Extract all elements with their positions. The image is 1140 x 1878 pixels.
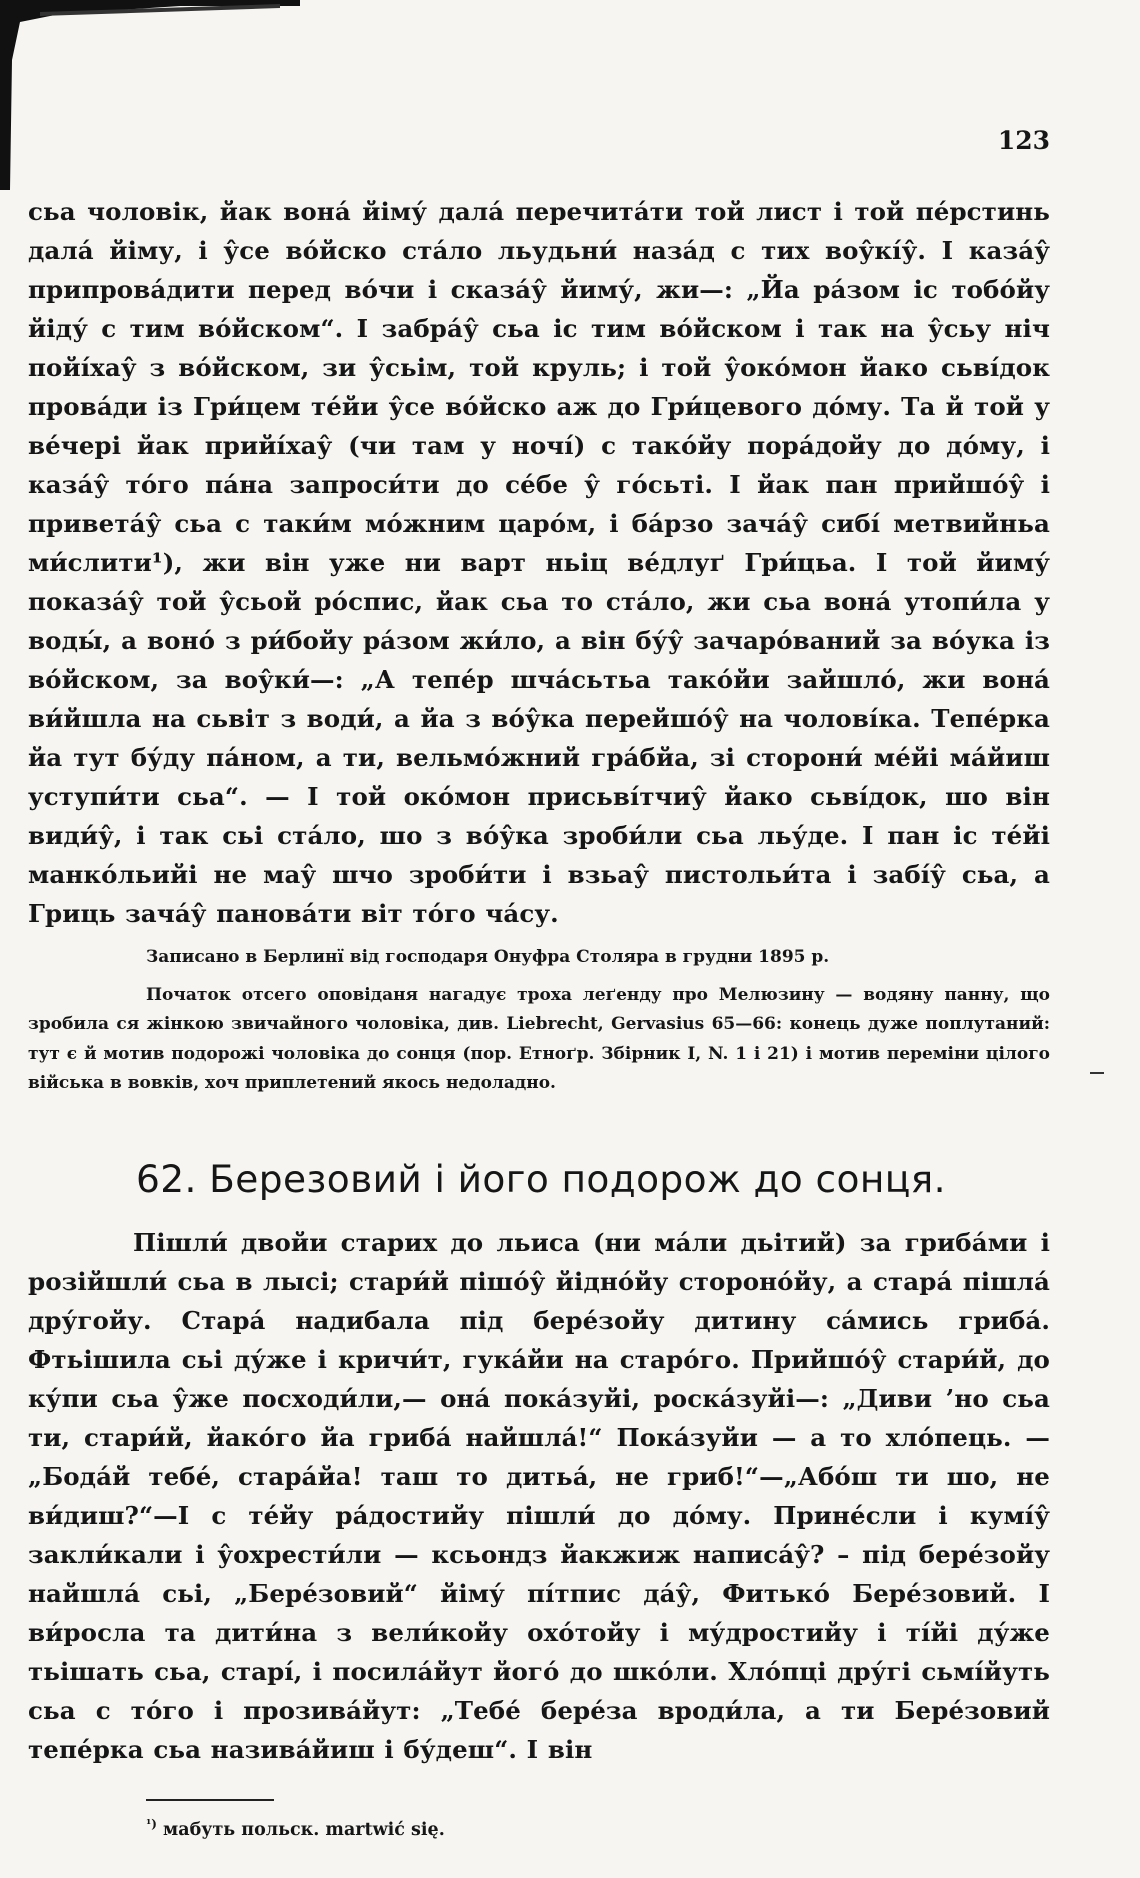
margin-tick	[1090, 1072, 1104, 1074]
story-ending-paragraph: сьа чоловік, йак вона́ йіму́ дала́ перечита́ти той лист і той пе́рстинь дала́ йіму, і у̂се во́йско ста́ло льудьни́ наза́д с тих воу̂кі́у̂. І каза́у̂ припрова́дити перед во́чи і сказа́у̂ йиму́, жи—: „Йа ра́зом іс тобо́йу йіду́ с тим во́йском“. І забра́у̂ сьа іс тим во́йском і так на у̂сьу ніч пойі́хау̂ з во́йском, зи у̂сьім, той круль; і той у̂око́мон йако сьві́док прова́ди із Гри́цем те́йи у̂се во́йско аж до Гри́цевого до́му. Та й той у ве́чері йак прийі́хау̂ (чи там у ночі́) с тако́йу пора́дойу до до́му, і каза́у̂ то́го па́на запроси́ти до се́бе у̂ го́сьті. І йак пан прийшо́у̂ і привета́у̂ сьа с таки́м мо́жним царо́м, і ба́рзо зача́у̂ сибі́ метвийньа ми́слити¹), жи він уже ни варт ньіц ве́длуґ Гри́цьа. І той йиму́ показа́у̂ той у̂сьой ро́спис, йак сьа то ста́ло, жи сьа вона́ утопи́ла у воды́, а воно́ з ри́бойу ра́зом жи́ло, а він бу́у̂ зачаро́ваний за во́ука із во́йском, за воу̂ки́—: „А тепе́р шча́сьтьа тако́йи зайшло́, жи вона́ ви́йшла на сьвіт з води́, а йа з во́у̂ка перейшо́у̂ на чолові́ка. Тепе́рка йа тут бу́ду па́ном, а ти, вельмо́жний гра́бйа, зі сторони́ ме́йі ма́йиш уступи́ти сьа“. — І той око́мон присьві́тчиу̂ йако сьві́док, шо він види́у̂, і так сьі ста́ло, шо з во́у̂ка зроби́ли сьа льу́де. І пан іс те́йі манко́льийі не мау̂ шчо зроби́ти і взьау̂ пистольи́та і забі́у̂ сьа, а Гриць зача́у̂ панова́ти віт то́го ча́су.	[28, 197, 1050, 928]
section-paragraph: Пішли́ двойи старих до льиса (ни ма́ли дьітий) за гриба́ми і розійшли́ сьа в лысі; стари́й пішо́у̂ йідно́йу стороно́йу, а стара́ пішла́ дру́гойу. Стара́ надибала під бере́зойу дитину са́мись гриба́. Фтьішила сьі ду́же і кричи́т, гука́йи на старо́го. Прийшо́у̂ стари́й, до ку́пи сьа у̂же посходи́ли,— она́ пока́зуйі, роска́зуйі—: „Диви ’но сьа ти, стари́й, йако́го йа гриба́ найшла́!“ Пока́зуйи — а то хло́пець. — „Бода́й тебе́, стара́йа! таш то дитьа́, не гриб!“—„Або́ш ти шо, не ви́диш?“—І с те́йу ра́достийу пішли́ до до́му. Прине́сли і кумі́у̂ закли́кали і у̂охрести́ли — ксьондз йакжиж написа́у̂? – під бере́зойу найшла́ сьі, „Бере́зовий“ йіму́ пі́тпис да́у̂, Фитько́ Бере́зовий. І ви́росла та дити́на з вели́койу охо́тойу і му́дростийу і ті́йі ду́же тьішать сьа, старі́, і посила́йут його́ до шко́ли. Хло́пці дру́гі сьмі́йуть сьа с то́го і прозива́йут: „Тебе́ бере́за вроди́ла, а ти Бере́зовий тепе́рка сьа назива́йиш і бу́деш“. І він	[28, 1227, 1050, 1764]
footnote-divider	[146, 1799, 274, 1801]
page-body	[28, 192, 1050, 1843]
footnote	[146, 1811, 1050, 1844]
commentary-note: Початок отсего оповіданя нагадує троха леґенду про Мелюзину — водяну панну, що зробила ся жінкою звичайного чоловіка, див. Liebrecht, Gervasius 65—66: конець дуже поплутаний: тут є й мотив подорожі чоловіка до сонця (пор. Етноґр. Збірник I, N. 1 і 21) і мотив переміни цілого війська в вовків, хоч приплетений якось недоладно.	[28, 984, 1050, 1093]
page-number: 123	[997, 126, 1050, 155]
recording-note: Записано в Берлинї від господаря Онуфра Столяра в грудни 1895 р.	[146, 947, 830, 967]
footnote-mark: ¹)	[146, 1816, 157, 1831]
scan-edge-mark	[0, 0, 300, 190]
section-title: 62. Березовий і його подорож до сонця.	[136, 1156, 946, 1201]
footnote-text: мабуть польск. martwić się.	[163, 1819, 445, 1840]
